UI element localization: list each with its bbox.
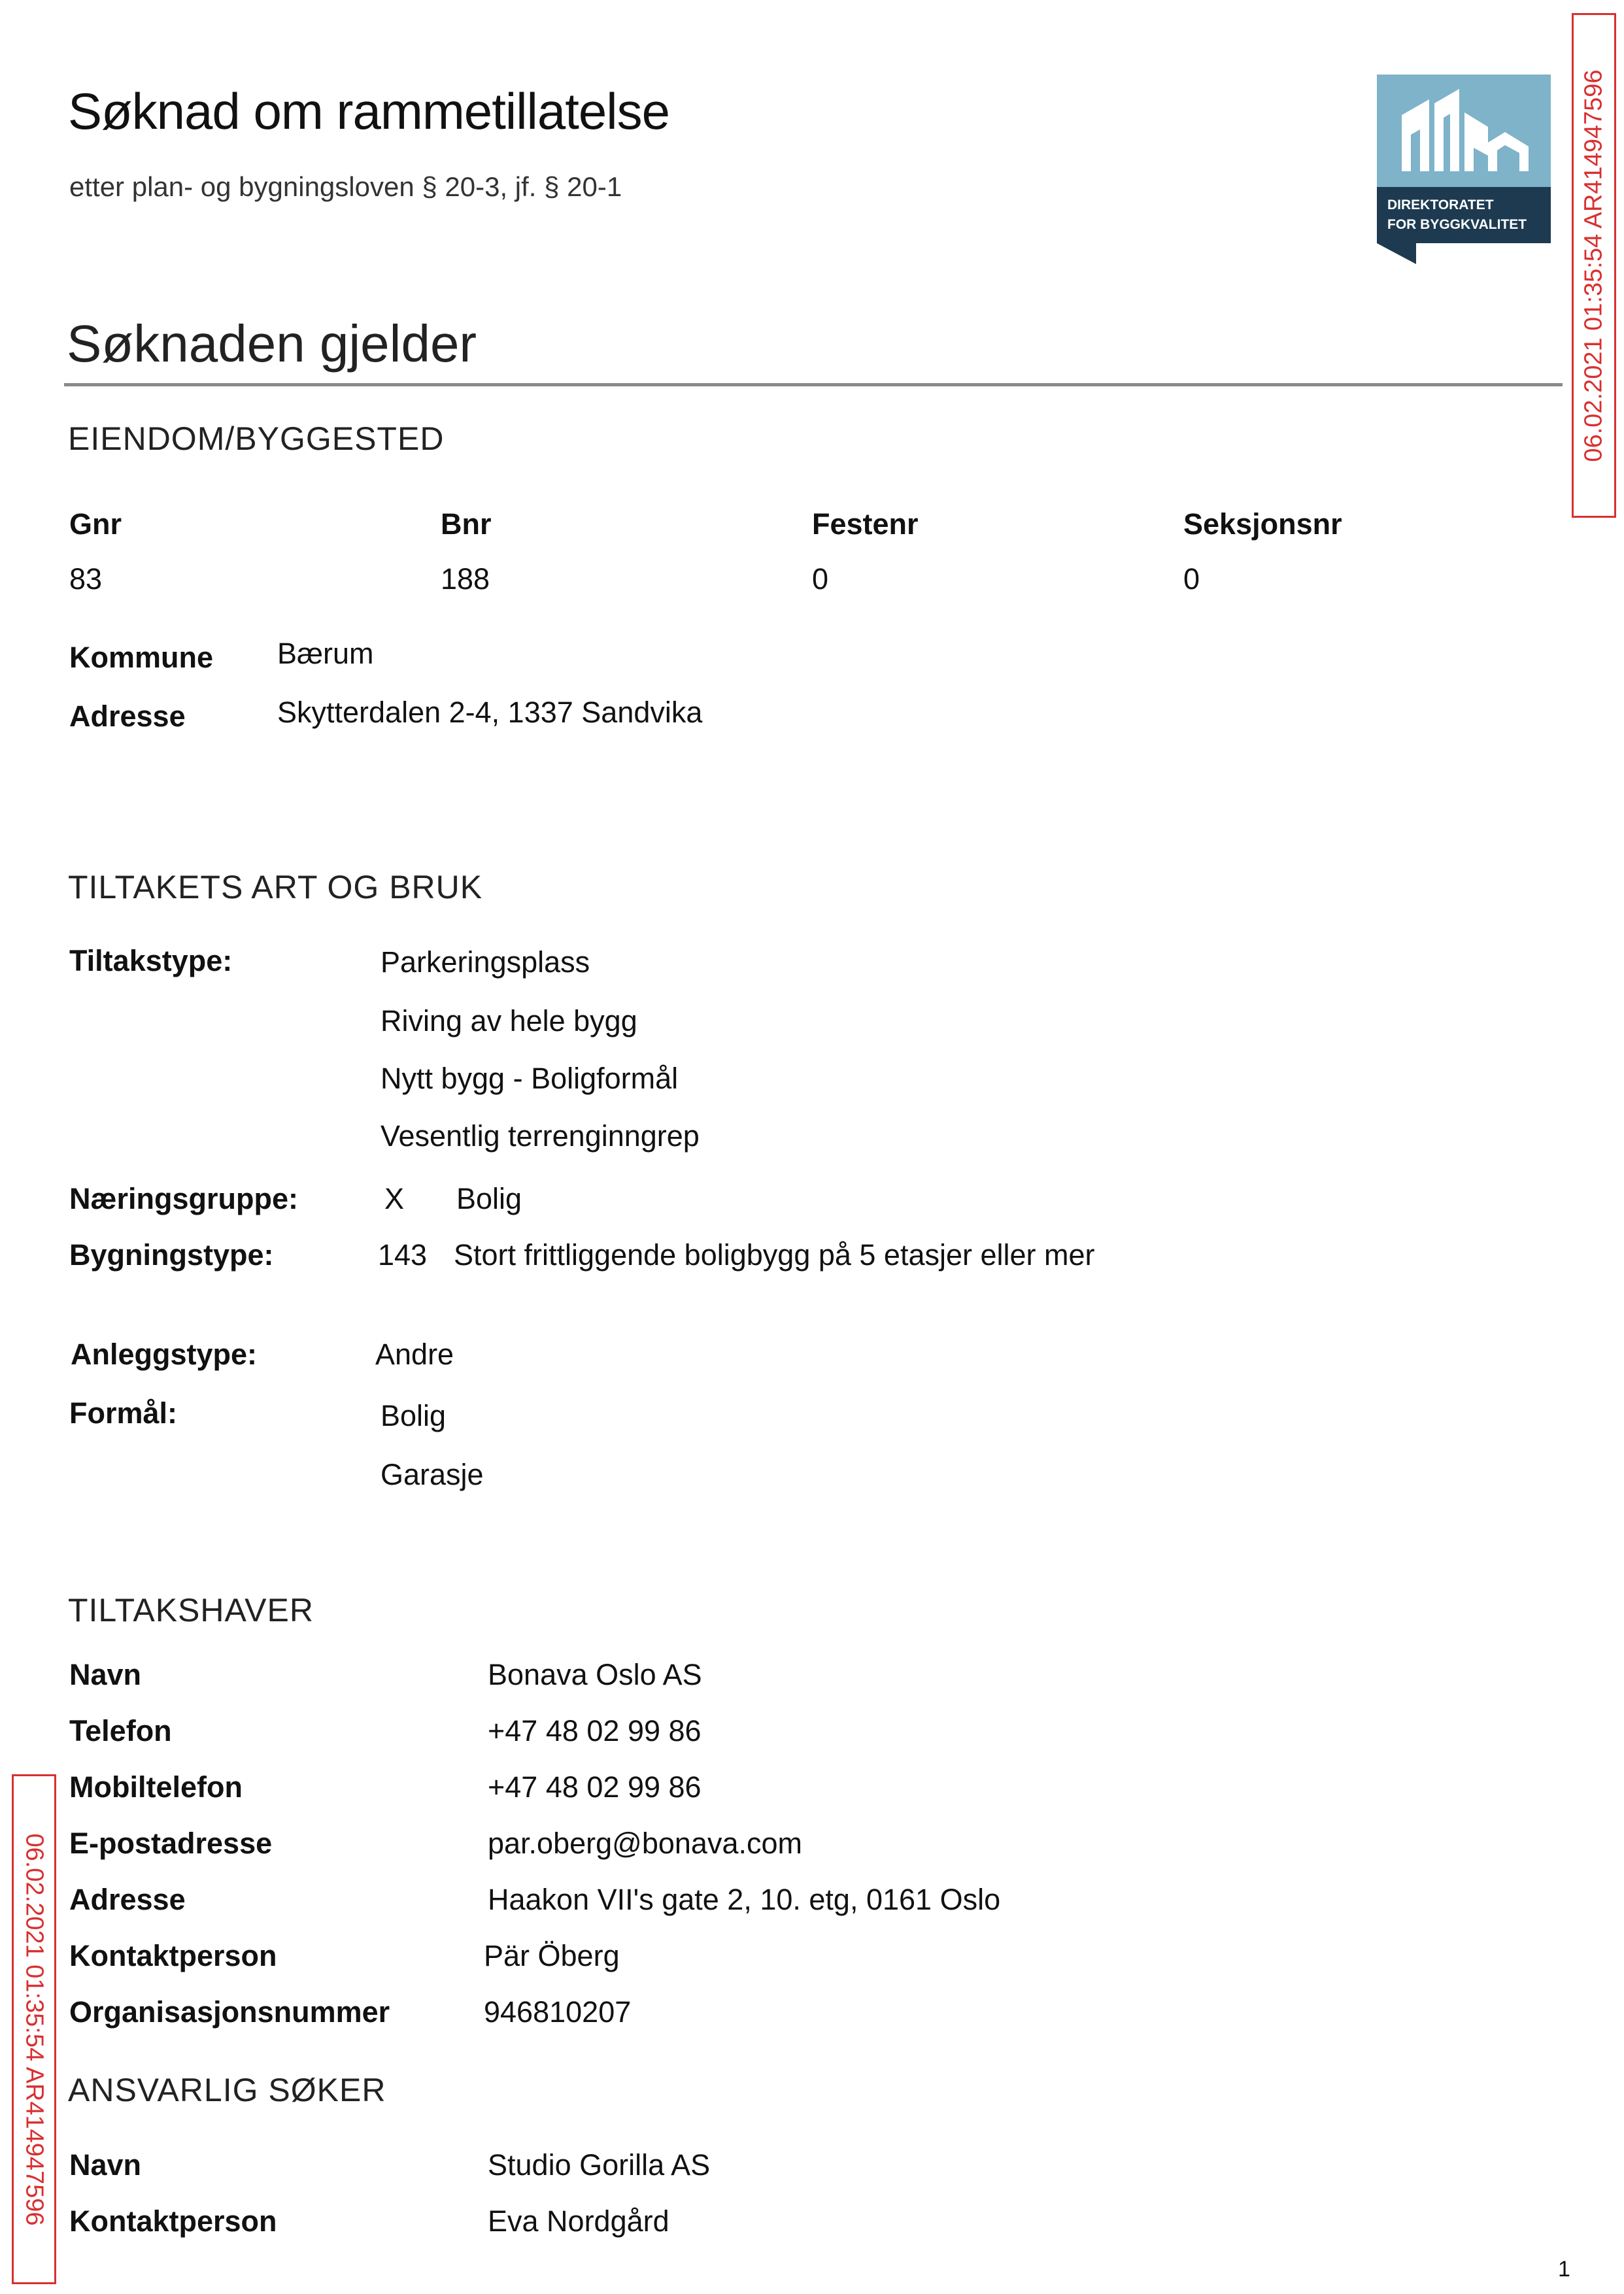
label-kommune: Kommune — [69, 641, 214, 674]
tiltakstype-item: Parkeringsplass — [381, 945, 590, 979]
bygningstype-code: 143 — [378, 1238, 428, 1272]
tiltakstype-item: Riving av hele bygg — [381, 1004, 637, 1037]
tiltakshaver-value-orgnr: 946810207 — [484, 1995, 632, 2029]
section-title-ansvarlig-soker: ANSVARLIG SØKER — [68, 2072, 386, 2108]
anleggstype-value: Andre — [375, 1338, 454, 1371]
tiltakstype-item: Vesentlig terrenginngrep — [381, 1119, 700, 1153]
tiltakshaver-value-telefon: +47 48 02 99 86 — [488, 1714, 702, 1747]
tiltakshaver-label-epost: E-postadresse — [69, 1827, 273, 1860]
document-subtitle: etter plan- og bygningsloven § 20-3, jf. § 20-1 — [69, 171, 622, 202]
tiltakstype-item: Nytt bygg - Boligformål — [381, 1062, 679, 1095]
col-header-seksjonsnr: Seksjonsnr — [1183, 507, 1342, 541]
document-stamp-right — [1572, 13, 1616, 518]
col-header-bnr: Bnr — [441, 507, 492, 541]
naeringsgruppe-value: Bolig — [456, 1182, 522, 1215]
label-tiltakstype: Tiltakstype: — [69, 944, 233, 977]
document-title: Søknad om rammetillatelse — [68, 82, 669, 140]
tiltakshaver-label-kontaktperson: Kontaktperson — [69, 1939, 277, 1972]
stamp-text: 06.02.2021 01:35:54 AR414947596 — [1580, 69, 1608, 462]
tiltakshaver-label-orgnr: Organisasjonsnummer — [69, 1995, 390, 2029]
heading-rule — [64, 383, 1563, 386]
tiltakshaver-value-adresse: Haakon VII's gate 2, 10. etg, 0161 Oslo — [488, 1883, 1001, 1916]
tiltakshaver-value-epost: par.oberg@bonava.com — [488, 1827, 802, 1860]
formal-item: Garasje — [381, 1458, 484, 1491]
logo-line-1: DIREKTORATET — [1387, 197, 1494, 212]
bygningstype-value: Stort frittliggende boligbygg på 5 etasjer eller mer — [454, 1238, 1095, 1272]
dibk-logo — [1377, 75, 1551, 264]
section-title-tiltakshaver: TILTAKSHAVER — [68, 1592, 314, 1628]
col-header-festenr: Festenr — [812, 507, 919, 541]
ansvarlig-label-kontaktperson: Kontaktperson — [69, 2204, 277, 2238]
tiltakshaver-value-mobiltelefon: +47 48 02 99 86 — [488, 1770, 702, 1804]
document-stamp-left — [12, 1774, 56, 2284]
ansvarlig-label-navn: Navn — [69, 2148, 142, 2182]
value-gnr: 83 — [69, 562, 103, 596]
label-bygningstype: Bygningstype: — [69, 1238, 274, 1272]
value-kommune: Bærum — [277, 637, 374, 670]
value-adresse: Skytterdalen 2-4, 1337 Sandvika — [277, 696, 703, 729]
section-title-eiendom: EIENDOM/BYGGESTED — [68, 420, 445, 457]
tiltakshaver-label-navn: Navn — [69, 1658, 142, 1691]
label-adresse: Adresse — [69, 700, 186, 733]
tiltakshaver-label-mobiltelefon: Mobiltelefon — [69, 1770, 243, 1804]
naeringsgruppe-code: X — [384, 1182, 405, 1215]
page-number: 1 — [1558, 2257, 1570, 2282]
col-header-gnr: Gnr — [69, 507, 122, 541]
ansvarlig-value-navn: Studio Gorilla AS — [488, 2148, 711, 2182]
tiltakshaver-label-telefon: Telefon — [69, 1714, 172, 1747]
label-anleggstype: Anleggstype: — [71, 1338, 258, 1371]
main-heading: Søknaden gjelder — [67, 314, 477, 373]
stamp-text: 06.02.2021 01:35:54 AR414947596 — [20, 1832, 48, 2226]
label-formal: Formål: — [69, 1396, 178, 1430]
tiltakshaver-value-kontaktperson: Pär Öberg — [484, 1939, 620, 1972]
tiltakshaver-value-navn: Bonava Oslo AS — [488, 1658, 702, 1691]
tiltakshaver-label-adresse: Adresse — [69, 1883, 186, 1916]
value-festenr: 0 — [812, 562, 829, 596]
ansvarlig-value-kontaktperson: Eva Nordgård — [488, 2204, 669, 2238]
logo-line-2: FOR BYGGKVALITET — [1387, 217, 1527, 232]
section-title-tiltak: TILTAKETS ART OG BRUK — [68, 869, 483, 905]
label-naeringsgruppe: Næringsgruppe: — [69, 1182, 299, 1215]
value-bnr: 188 — [441, 562, 490, 596]
value-seksjonsnr: 0 — [1183, 562, 1200, 596]
formal-item: Bolig — [381, 1399, 447, 1432]
